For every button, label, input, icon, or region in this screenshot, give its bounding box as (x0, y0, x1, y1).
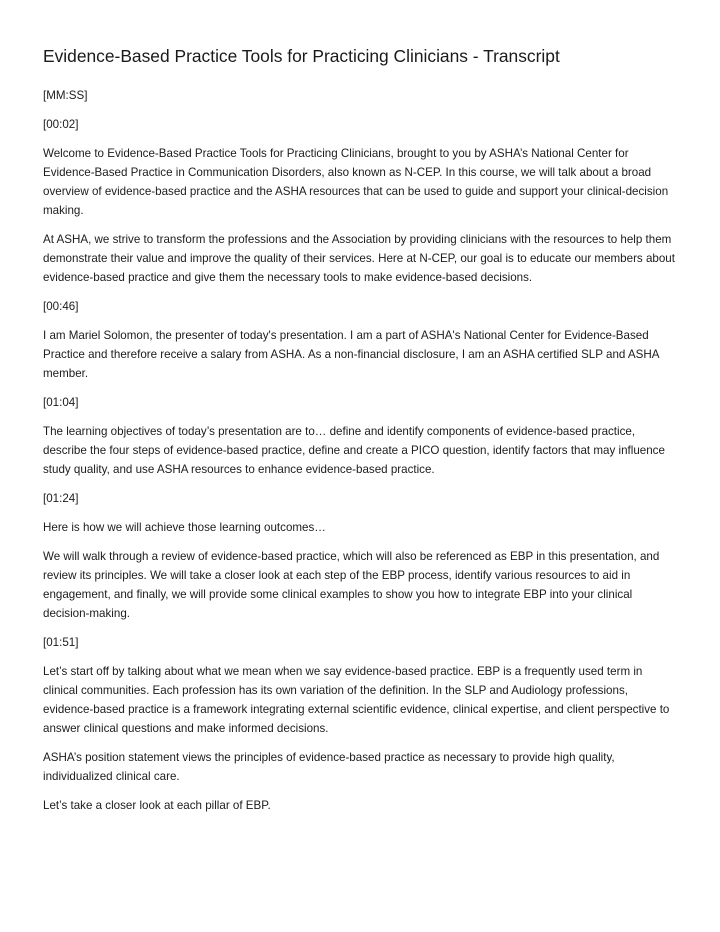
transcript-paragraph: I am Mariel Solomon, the presenter of today's presentation. I am a part of ASHA's National Center for Evidence-Based Practice and therefore receive a salary from ASHA. As a non-financial disclosure, I am an ASHA certified SLP and ASHA member. (43, 329, 659, 380)
transcript-paragraph: Here is how we will achieve those learning outcomes… (43, 521, 326, 534)
timestamp: [01:24] (43, 492, 79, 505)
transcript-paragraph: ASHA’s position statement views the principles of evidence-based practice as necessary to provide high quality, individualized clinical care. (43, 751, 615, 783)
transcript-paragraph: We will walk through a review of evidence-based practice, which will also be referenced as EBP in this presentation, and review its principles. We will take a closer look at each step of the EBP process, identify various resources to aid in engagement, and finally, we will provide some clinical examples to show you how to integrate EBP into your clinical decision-making. (43, 550, 660, 620)
document-title: Evidence-Based Practice Tools for Practicing Clinicians - Transcript (43, 46, 560, 66)
timestamp: [01:04] (43, 396, 79, 409)
transcript-paragraph: At ASHA, we strive to transform the professions and the Association by providing clinicians with the resources to help them demonstrate their value and improve the quality of their services. Here at N-CEP, our goal is to educate our members about evidence-based practice and give them the necessary tools to make evidence-based decisions. (43, 233, 675, 284)
transcript-paragraph: Welcome to Evidence-Based Practice Tools for Practicing Clinicians, brought to you by ASHA’s National Center for Evidence-Based Practice in Communication Disorders, also known as N-CEP. In this course, we will talk about a broad overview of evidence-based practice and the ASHA resources that can be used to guide and support your clinical-decision making. (43, 147, 669, 217)
timestamp: [00:46] (43, 300, 79, 313)
timestamp-format-label: [MM:SS] (43, 89, 88, 102)
transcript-paragraph: The learning objectives of today’s presentation are to… define and identify components of evidence-based practice, describe the four steps of evidence-based practice, define and create a PICO question, identify factors that may influence study quality, and use ASHA resources to enhance evidence-based practice. (43, 425, 665, 476)
timestamp: [00:02] (43, 118, 79, 131)
timestamp: [01:51] (43, 636, 79, 649)
transcript-paragraph: Let’s start off by talking about what we mean when we say evidence-based practice. EBP is a frequently used term in clinical communities. Each profession has its own variation of the definition. In the SLP and Audiology professions, evidence-based practice is a framework integrating external scientific evidence, clinical expertise, and client perspective to answer clinical questions and make informed decisions. (43, 665, 670, 735)
transcript-paragraph: Let’s take a closer look at each pillar of EBP. (43, 799, 271, 812)
